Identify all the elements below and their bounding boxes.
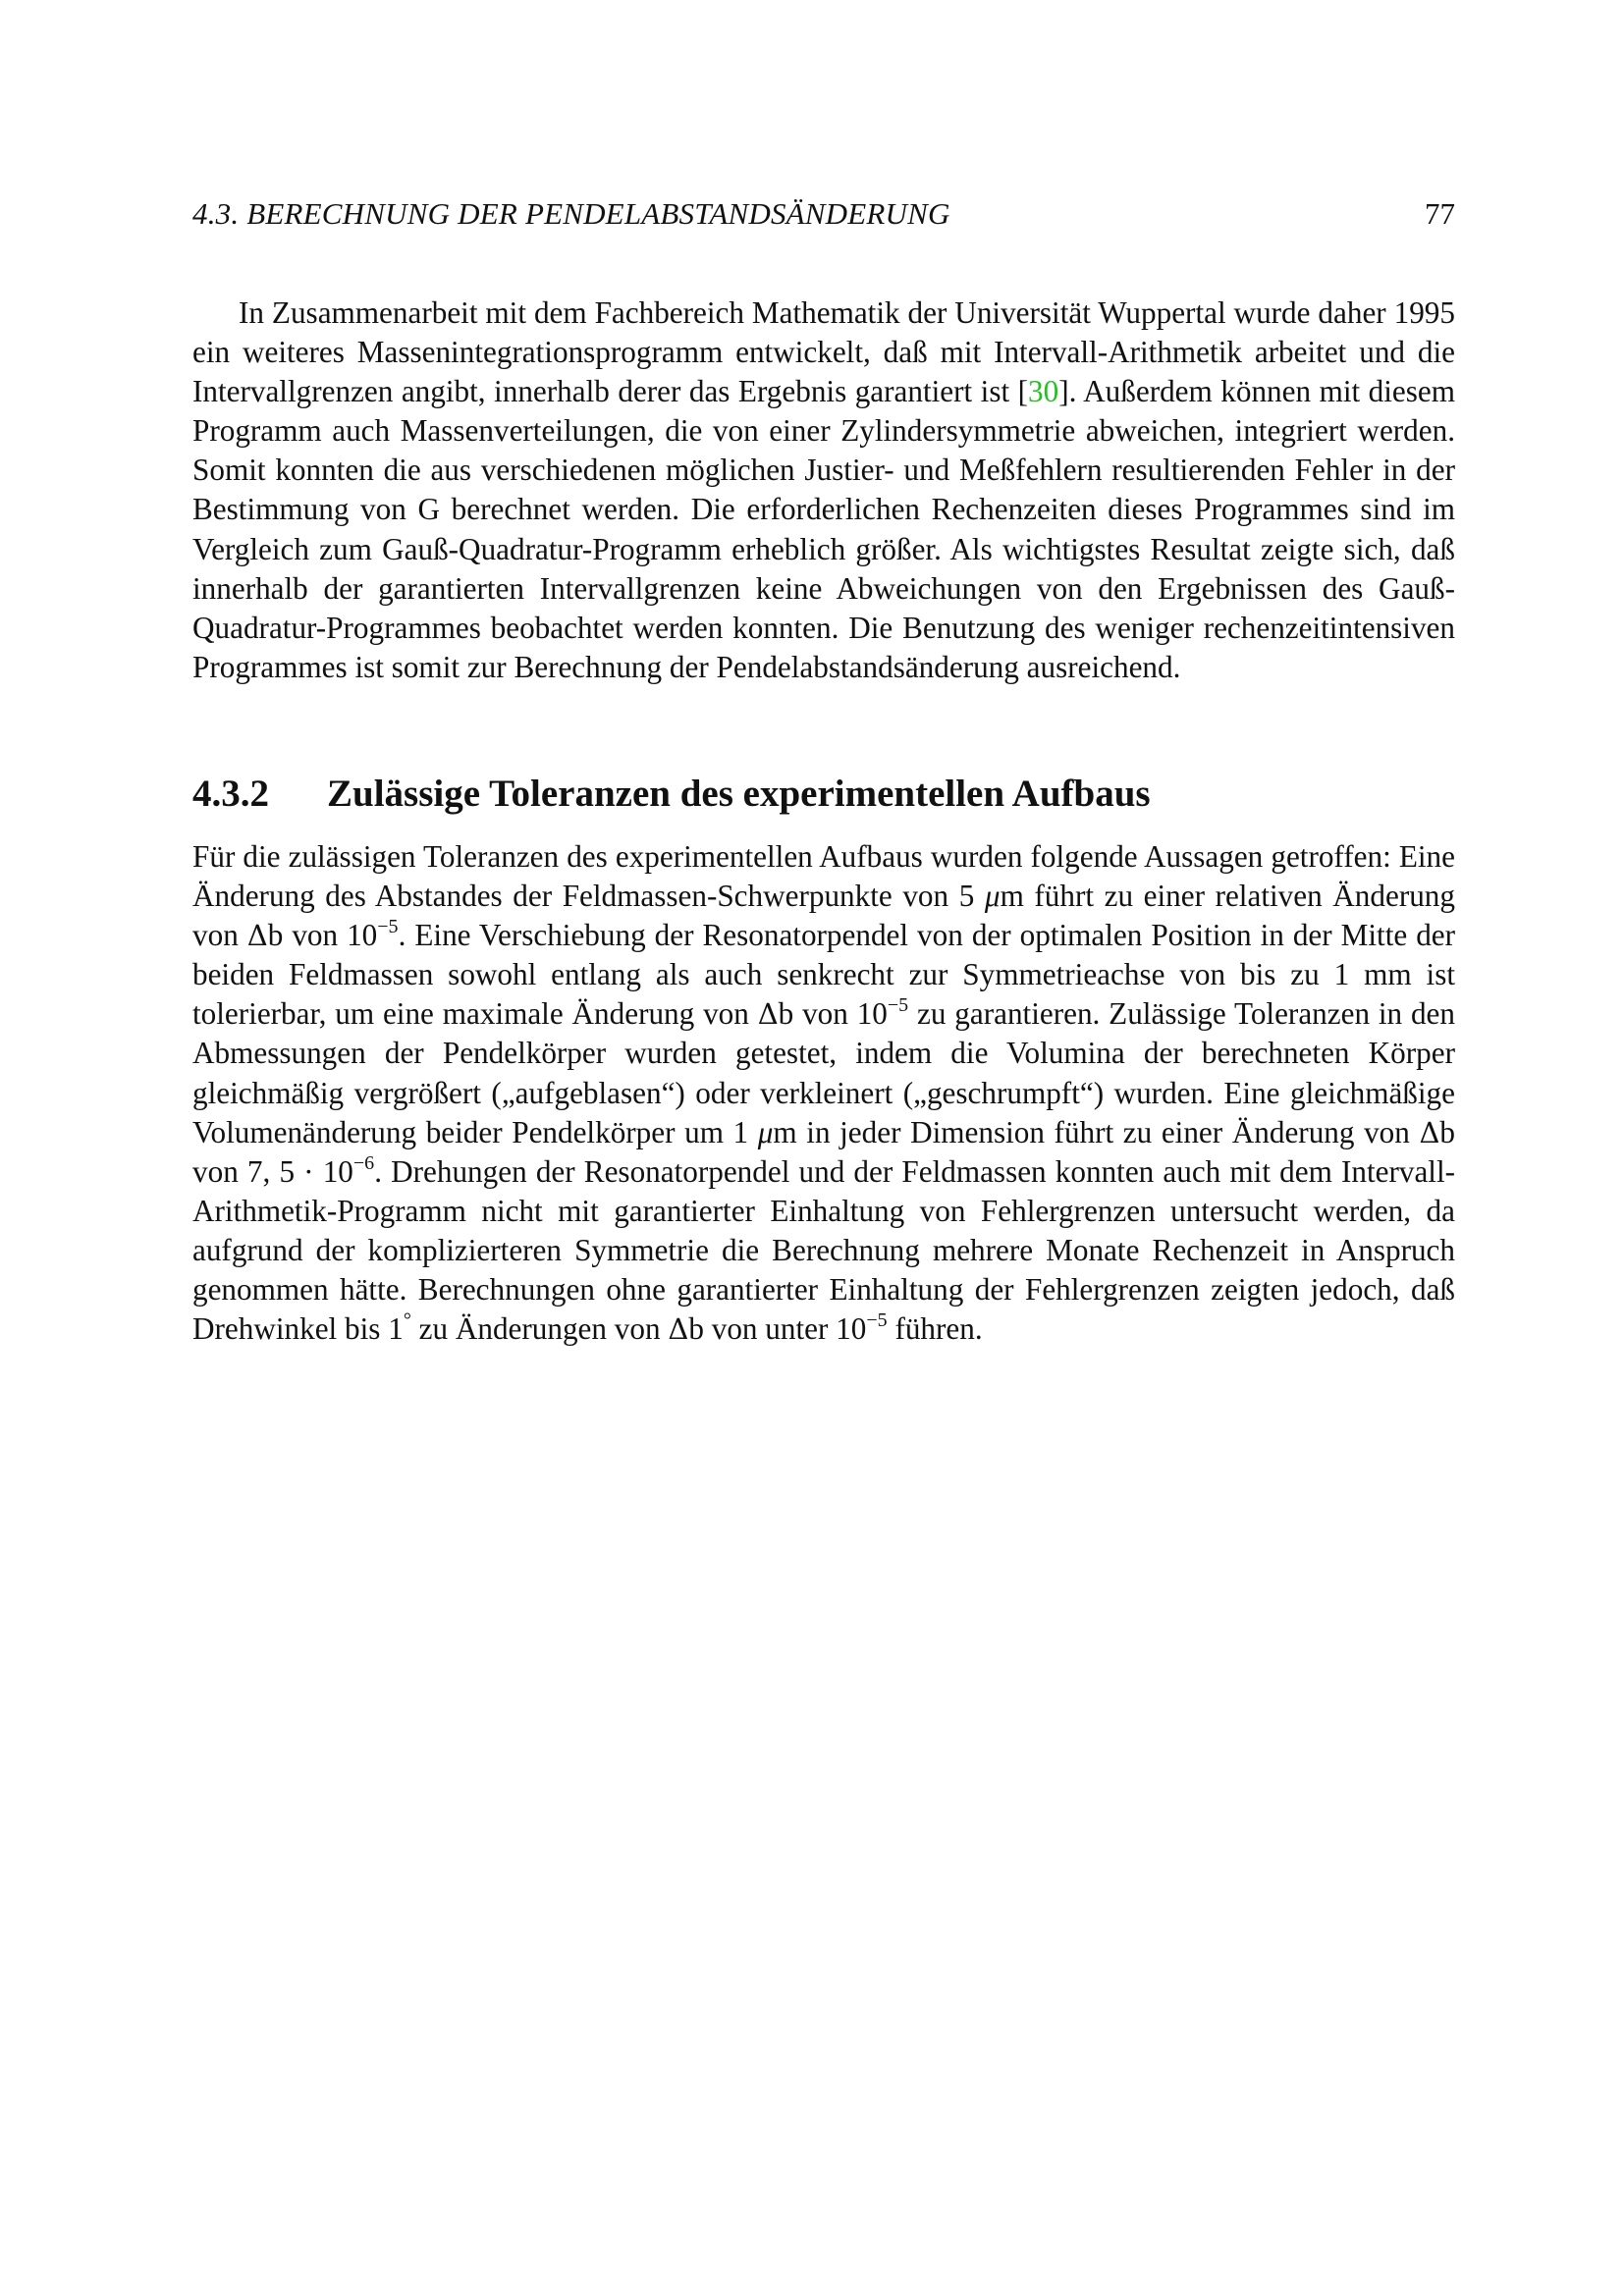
citation-link[interactable]: 30 [1028, 374, 1059, 409]
paragraph-text: . Drehungen der Resonatorpendel und der Feldmassen konnten auch mit dem Intervall-Arithmetik-Programm nicht mit garantierter Einhaltung von Fehlergrenzen untersucht werden, da aufgrund der komplizierteren Symmetrie die Berechnung mehrere Monate Rechenzeit in Anspruch genommen hätte. Berechnungen ohne garantierter Einhaltung der Fehlergrenzen zeigten jedoch, daß Drehwinkel bis 1 [192, 1153, 1455, 1347]
delta-symbol: Δ [246, 919, 268, 953]
paragraph-text: Für die zulässigen Toleranzen des experimentellen Aufbaus wurden folgende Aussagen getroffen: Eine Änderung des Abstandes der Feldmassen-Schwerpunkte von 5 [192, 839, 1455, 914]
degree-symbol: ° [403, 1309, 411, 1332]
paragraph-text: b von 10 [267, 918, 378, 953]
paragraph-text: In Zusammenarbeit mit dem Fachbereich Mathematik der Universität Wuppertal wurde daher 1995 ein weiteres Massenintegrationsprogramm entwickelt, daß mit Intervall-Arithmetik arbeitet und die Intervallgrenzen angibt, innerhalb derer das Ergebnis garantiert ist [ [192, 295, 1455, 409]
paragraph-text: m in jeder Dimension führt zu einer Änderung von [773, 1114, 1420, 1149]
section-number: 4.3.2 [192, 773, 269, 815]
paragraph-intro [192, 294, 1455, 687]
exponent: −5 [887, 994, 909, 1017]
paragraph-tolerances [192, 837, 1455, 1349]
running-header [192, 194, 1455, 234]
delta-symbol: Δ [757, 997, 779, 1032]
paragraph-text: b von unter 10 [688, 1311, 867, 1347]
exponent: −5 [377, 916, 399, 938]
section-heading [192, 770, 1455, 819]
delta-symbol: Δ [668, 1312, 689, 1347]
paragraph-text: zu Änderungen von [410, 1311, 669, 1347]
paragraph-text: b von 7, 5 · 10 [192, 1114, 1456, 1189]
exponent: −6 [352, 1151, 375, 1174]
paragraph-text: m führt zu einer relativen Änderung von [192, 879, 1455, 953]
exponent: −5 [866, 1309, 888, 1332]
mu-symbol: μ [757, 1114, 774, 1149]
running-title: 4.3. BERECHNUNG DER PENDELABSTANDSÄNDERUNG [192, 196, 950, 231]
delta-symbol: Δ [1419, 1115, 1440, 1149]
mu-symbol: μ [984, 879, 1001, 914]
paragraph-text: b von 10 [778, 996, 888, 1032]
section-title: Zulässige Toleranzen des experimentellen Aufbaus [327, 773, 1151, 815]
paragraph-text: zu garantieren. Zulässige Toleranzen in den Abmessungen der Pendelkörper wurden getestet, indem die Volumina der berechneten Körper gleichmäßig vergrößert („aufgeblasen“) oder verkleinert („geschrumpft“) wurden. Eine gleichmäßige Volumenänderung beider Pendelkörper um 1 [192, 996, 1455, 1149]
paragraph-text: führen. [887, 1311, 983, 1347]
paragraph-text: ]. Außerdem können mit diesem Programm auch Massenverteilungen, die von einer Zylindersymmetrie abweichen, integriert werden. Somit konnten die aus verschiedenen möglichen Justier- und Meßfehlern resultierenden Fehler in der Bestimmung von G berechnet werden. Die erforderlichen Rechenzeiten dieses Programmes sind im Vergleich zum Gauß-Quadratur-Programm erheblich größer. Als wichtigstes Resultat zeigte sich, daß innerhalb der garantierten Intervallgrenzen keine Abweichungen von den Ergebnissen des Gauß-Quadratur-Programmes beobachtet werden konnten. Die Benutzung des weniger rechenzeitintensiven Programmes ist somit zur Berechnung der Pendelabstandsänderung ausreichend. [192, 374, 1455, 684]
paragraph-text: . Eine Verschiebung der Resonatorpendel von der optimalen Position in der Mitte der beiden Feldmassen sowohl entlang als auch senkrecht zur Symmetrieachse von bis zu 1 mm ist tolerierbar, um eine maximale Änderung von [192, 918, 1456, 1032]
page-number: 77 [1425, 196, 1455, 231]
